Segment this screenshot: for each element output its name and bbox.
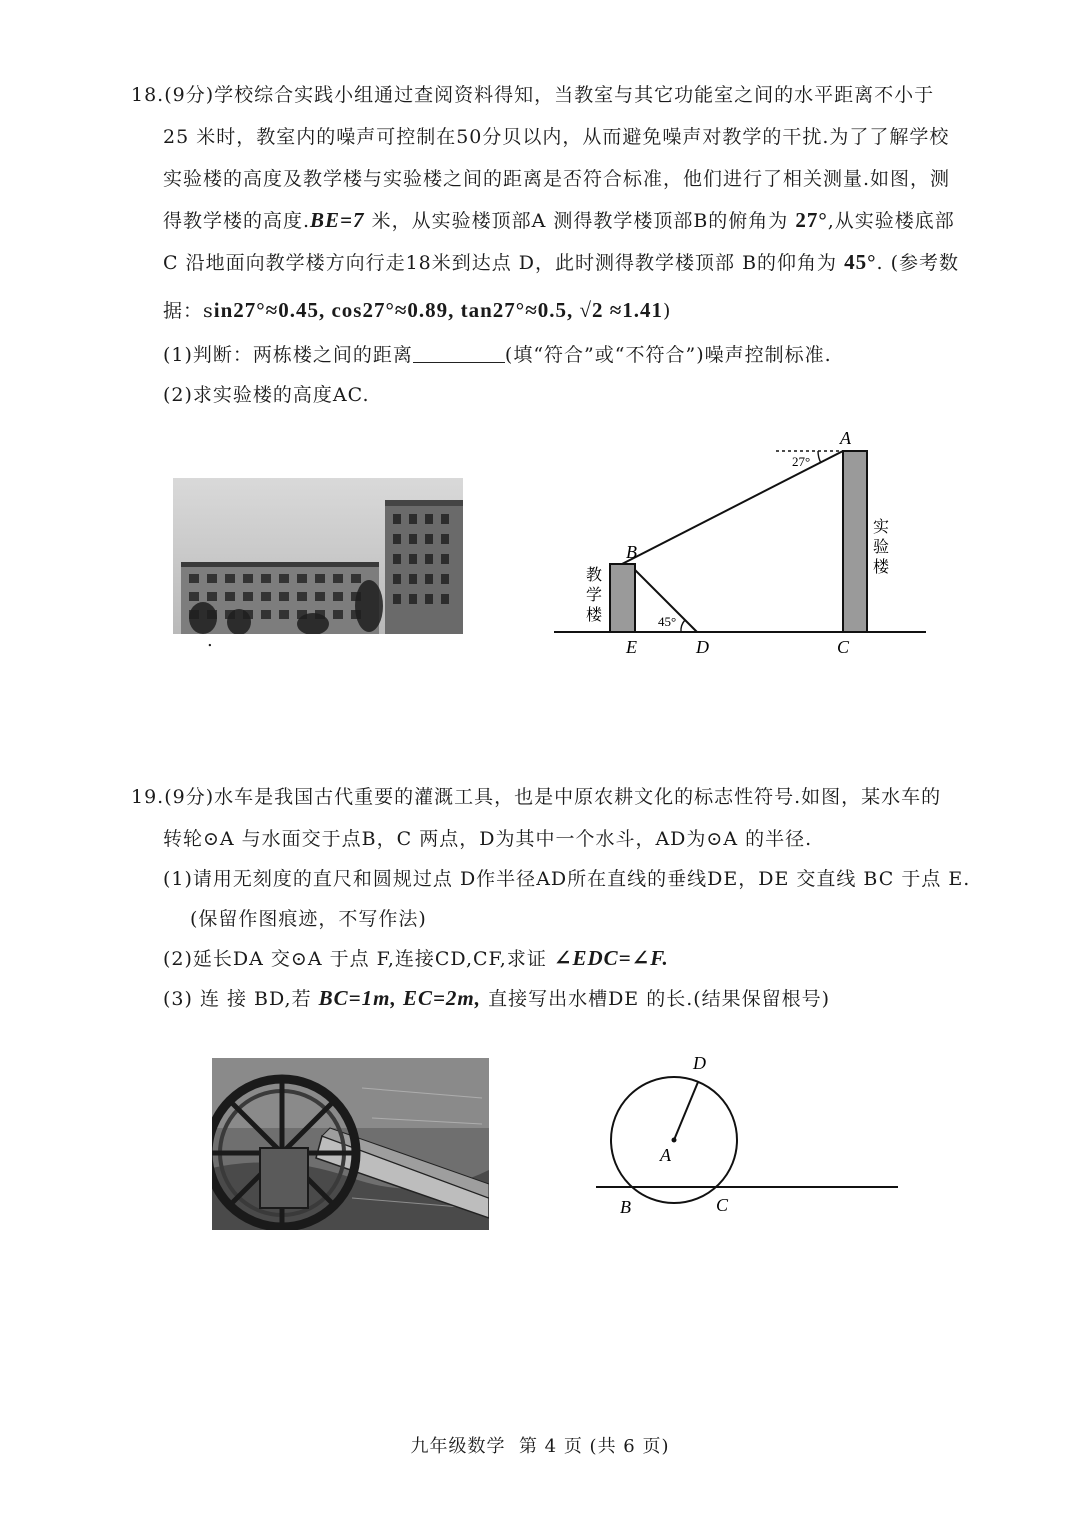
q19-part2: [163, 944, 669, 971]
q19-label-a: A: [660, 1145, 671, 1165]
q19-line1: [131, 782, 941, 809]
q18-text-4b: 米，从实验楼顶部A 测得教学楼顶部B的俯角为: [364, 210, 796, 232]
q18-text-4a: 得教学楼的高度.: [163, 210, 311, 232]
q19-part1-note: (保留作图痕迹，不写作法): [190, 908, 427, 930]
q18-label-a: A: [840, 428, 851, 448]
q19-waterwheel-photo: [212, 1058, 489, 1230]
q18-caption-teaching-1: 教: [586, 567, 603, 584]
q18-score: (9分): [164, 84, 215, 106]
q18-line4: [163, 206, 955, 233]
q19-part2-formula: ∠EDC=∠F.: [553, 946, 669, 970]
q19-label-d: D: [693, 1053, 706, 1073]
q18-arc-27: [818, 451, 821, 463]
q18-caption-teaching-2: 学: [586, 587, 603, 604]
q19-label-c: C: [716, 1195, 729, 1215]
q18-text-5a: C 沿地面向教学楼方向行走18米到达点 D，此时测得教学楼顶部 B的仰角为: [163, 252, 845, 274]
q18-geometry-figure: [540, 420, 940, 665]
q18-caption-lab-1: 实: [873, 519, 890, 536]
q18-text-6b: ): [663, 300, 672, 322]
q18-part2: (2)求实验楼的高度AC.: [163, 384, 370, 406]
q19-center-point: [672, 1138, 677, 1143]
q18-reference-values: in27°≈0.45, cos27°≈0.89, tan27°≈0.5, √2 ≈1.41: [213, 298, 664, 322]
q19-line2: 转轮⊙A 与水面交于点B，C 两点，D为其中一个水斗，AD为⊙A 的半径.: [163, 828, 813, 850]
q18-label-b: B: [626, 542, 637, 562]
q18-text-1: 学校综合实践小组通过查阅资料得知，当教室与其它功能室之间的水平距离不小于: [214, 84, 935, 106]
q18-line1: [131, 80, 934, 107]
q19-part3-text-b: 直接写出水槽DE 的长.(结果保留根号): [481, 988, 831, 1010]
q18-part1-text-b: (填“符合”或“不符合”)噪声控制标准.: [504, 344, 832, 366]
q19-part3-formula: BC=1m, EC=2m,: [318, 986, 482, 1010]
q18-line2: 25 米时，教室内的噪声可控制在50分贝以内，从而避免噪声对教学的干扰.为了了解学校: [163, 126, 950, 148]
q18-line3: 实验楼的高度及教学楼与实验楼之间的距离是否符合标准，他们进行了相关测量.如图，测: [163, 168, 951, 190]
q18-text-4c: ,从实验楼底部: [827, 210, 955, 232]
q19-part1: (1)请用无刻度的直尺和圆规过点 D作半径AD所在直线的垂线DE，DE 交直线 BC 于点 E.: [163, 868, 971, 890]
footer-subject: 九年级数学: [410, 1436, 506, 1457]
q18-lab-building: [843, 451, 867, 632]
q18-angle-27: 27°: [795, 208, 828, 232]
q18-caption-teaching-3: 楼: [586, 607, 603, 624]
q18-arc-45: [681, 620, 685, 632]
page-footer: [0, 1432, 1080, 1458]
q19-part2-text: (2)延长DA 交⊙A 于点 F,连接CD,CF,求证: [163, 948, 554, 970]
q18-answer-blank: [413, 344, 505, 363]
q18-text-6a: 据：s: [163, 300, 214, 322]
q18-number: 18.: [131, 84, 165, 106]
q19-radius-ad: [674, 1082, 698, 1140]
q19-part3: [163, 984, 830, 1011]
q18-text-5b: . (参考数: [876, 252, 959, 274]
q18-angle-label-27: 27°: [792, 454, 811, 469]
q19-circle-figure: [590, 1045, 910, 1225]
q18-line5: [163, 248, 959, 275]
q18-teaching-building: [610, 564, 635, 632]
q18-label-d: D: [696, 637, 709, 657]
q19-number: 19.: [131, 786, 165, 808]
q18-part1: [163, 340, 832, 367]
q19-text-1: 水车是我国古代重要的灌溉工具，也是中原农耕文化的标志性符号.如图，某水车的: [214, 786, 942, 808]
q18-building-photo: [173, 478, 463, 634]
q18-caption-lab-2: 验: [873, 539, 890, 556]
q18-line6: [163, 296, 671, 323]
q18-caption-lab-3: 楼: [873, 559, 890, 576]
q18-angle-label-45: 45°: [658, 614, 677, 629]
q18-label-e: E: [626, 637, 637, 657]
footer-page-number: 第 4 页 (共 6 页): [518, 1436, 670, 1457]
q18-part1-text-a: (1)判断：两栋楼之间的距离: [163, 344, 413, 366]
q19-part3-text-a: (3) 连 接 BD,若: [163, 988, 319, 1010]
q18-angle-45: 45°: [844, 250, 877, 274]
q19-score: (9分): [164, 786, 215, 808]
q18-formula-be: BE=7: [310, 208, 365, 232]
q19-label-b: B: [620, 1197, 631, 1217]
q18-photo-dot: .: [207, 630, 213, 651]
q18-label-c: C: [837, 637, 850, 657]
